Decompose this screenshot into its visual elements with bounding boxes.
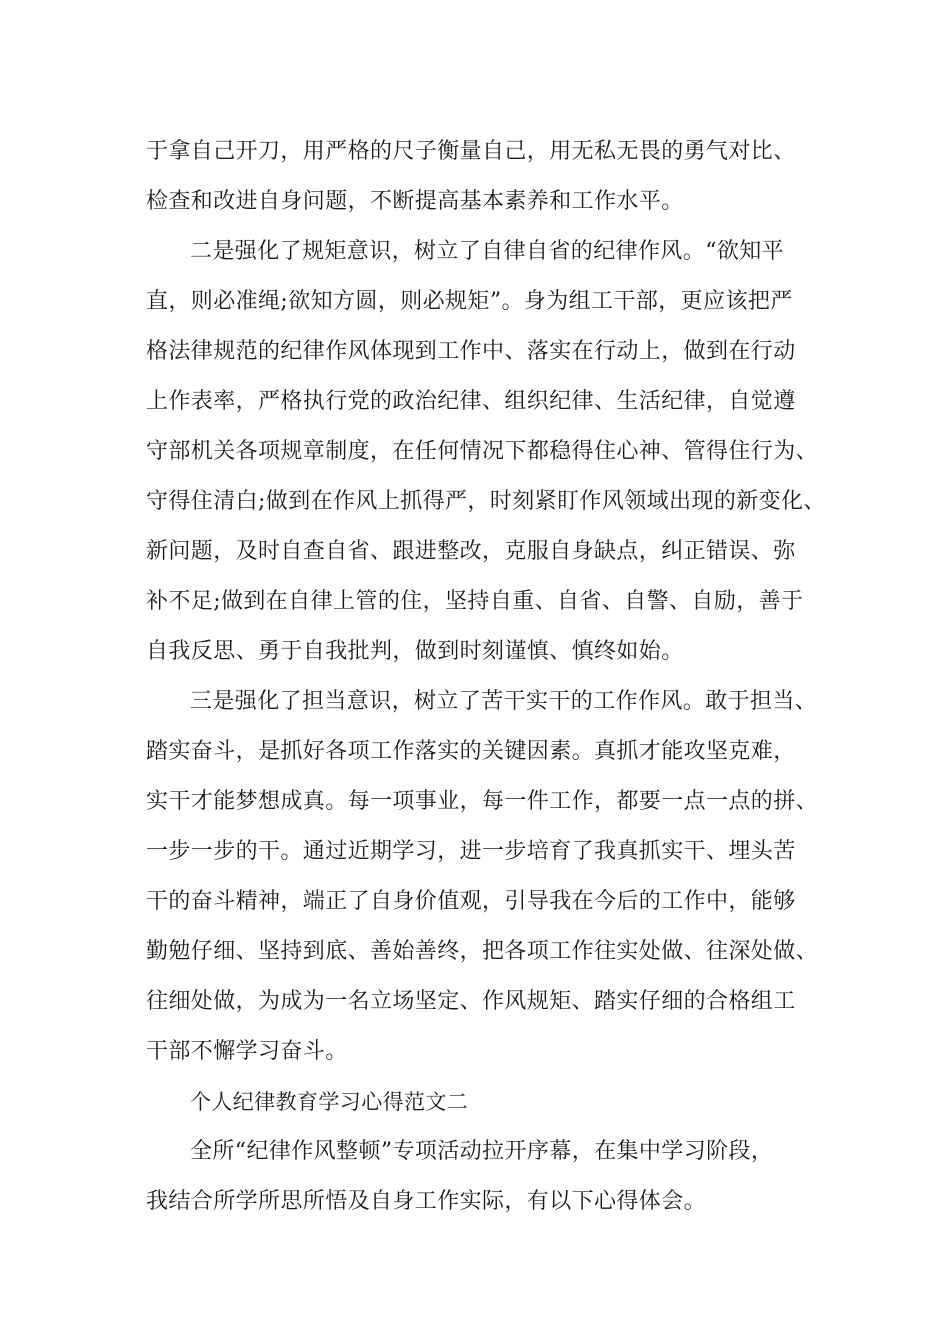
text-line: 二是强化了规矩意识，树立了自律自省的纪律作风。“欲知平 [190,239,785,264]
text-line: 上作表率，严格执行党的政治纪律、组织纪律、生活纪律，自觉遵 [146,389,796,414]
section-heading [146,1077,822,1127]
text-line: 格法律规范的纪律作风体现到工作中、落实在行动上，做到在行动 [146,339,796,364]
text-line: 于拿自己开刀，用严格的尺子衡量自己，用无私无畏的勇气对比、 [146,139,796,164]
text-line: 直，则必准绳;欲知方圆，则必规矩”。身为组工干部，更应该把严 [146,289,793,314]
text-line: 自我反思、勇于自我批判，做到时刻谨慎、慎终如始。 [146,639,684,664]
paragraph-3 [146,677,822,1077]
text-line: 往细处做，为成为一名立场坚定、作风规矩、踏实仔细的合格组工 [146,989,796,1014]
paragraph-1 [146,127,822,227]
section-title: 个人纪律教育学习心得范文二 [190,1090,469,1114]
document-body [146,127,826,1227]
paragraph-4 [146,1127,822,1227]
text-line: 踏实奋斗，是抓好各项工作落实的关键因素。真抓才能攻坚克难， [146,739,796,764]
text-line: 一步一步的干。通过近期学习，进一步培育了我真抓实干、埋头苦 [146,839,796,864]
text-line: 守部机关各项规章制度，在任何情况下都稳得住心神、管得住行为、 [146,439,819,464]
text-line: 守得住清白;做到在作风上抓得严，时刻紧盯作风领域出现的新变化、 [146,489,826,514]
paragraph-2 [146,227,826,677]
text-line: 干部不懈学习奋斗。 [146,1039,348,1064]
text-line: 检查和改进自身问题，不断提高基本素养和工作水平。 [146,189,684,214]
text-line: 全所“纪律作风整顿”专项活动拉开序幕，在集中学习阶段， [190,1139,774,1164]
text-line: 新问题，及时自查自省、跟进整改，克服自身缺点，纠正错误、弥 [146,539,796,564]
text-line: 勤勉仔细、坚持到底、善始善终，把各项工作往实处做、往深处做、 [146,939,819,964]
text-line: 三是强化了担当意识，树立了苦干实干的工作作风。敢于担当、 [190,689,818,714]
text-line: 我结合所学所思所悟及自身工作实际，有以下心得体会。 [146,1189,707,1214]
text-line: 干的奋斗精神，端正了自身价值观，引导我在今后的工作中，能够 [146,889,796,914]
text-line: 实干才能梦想成真。每一项事业，每一件工作，都要一点一点的拼、 [146,789,819,814]
text-line: 补不足;做到在自律上管的住，坚持自重、自省、自警、自励，善于 [146,589,804,614]
